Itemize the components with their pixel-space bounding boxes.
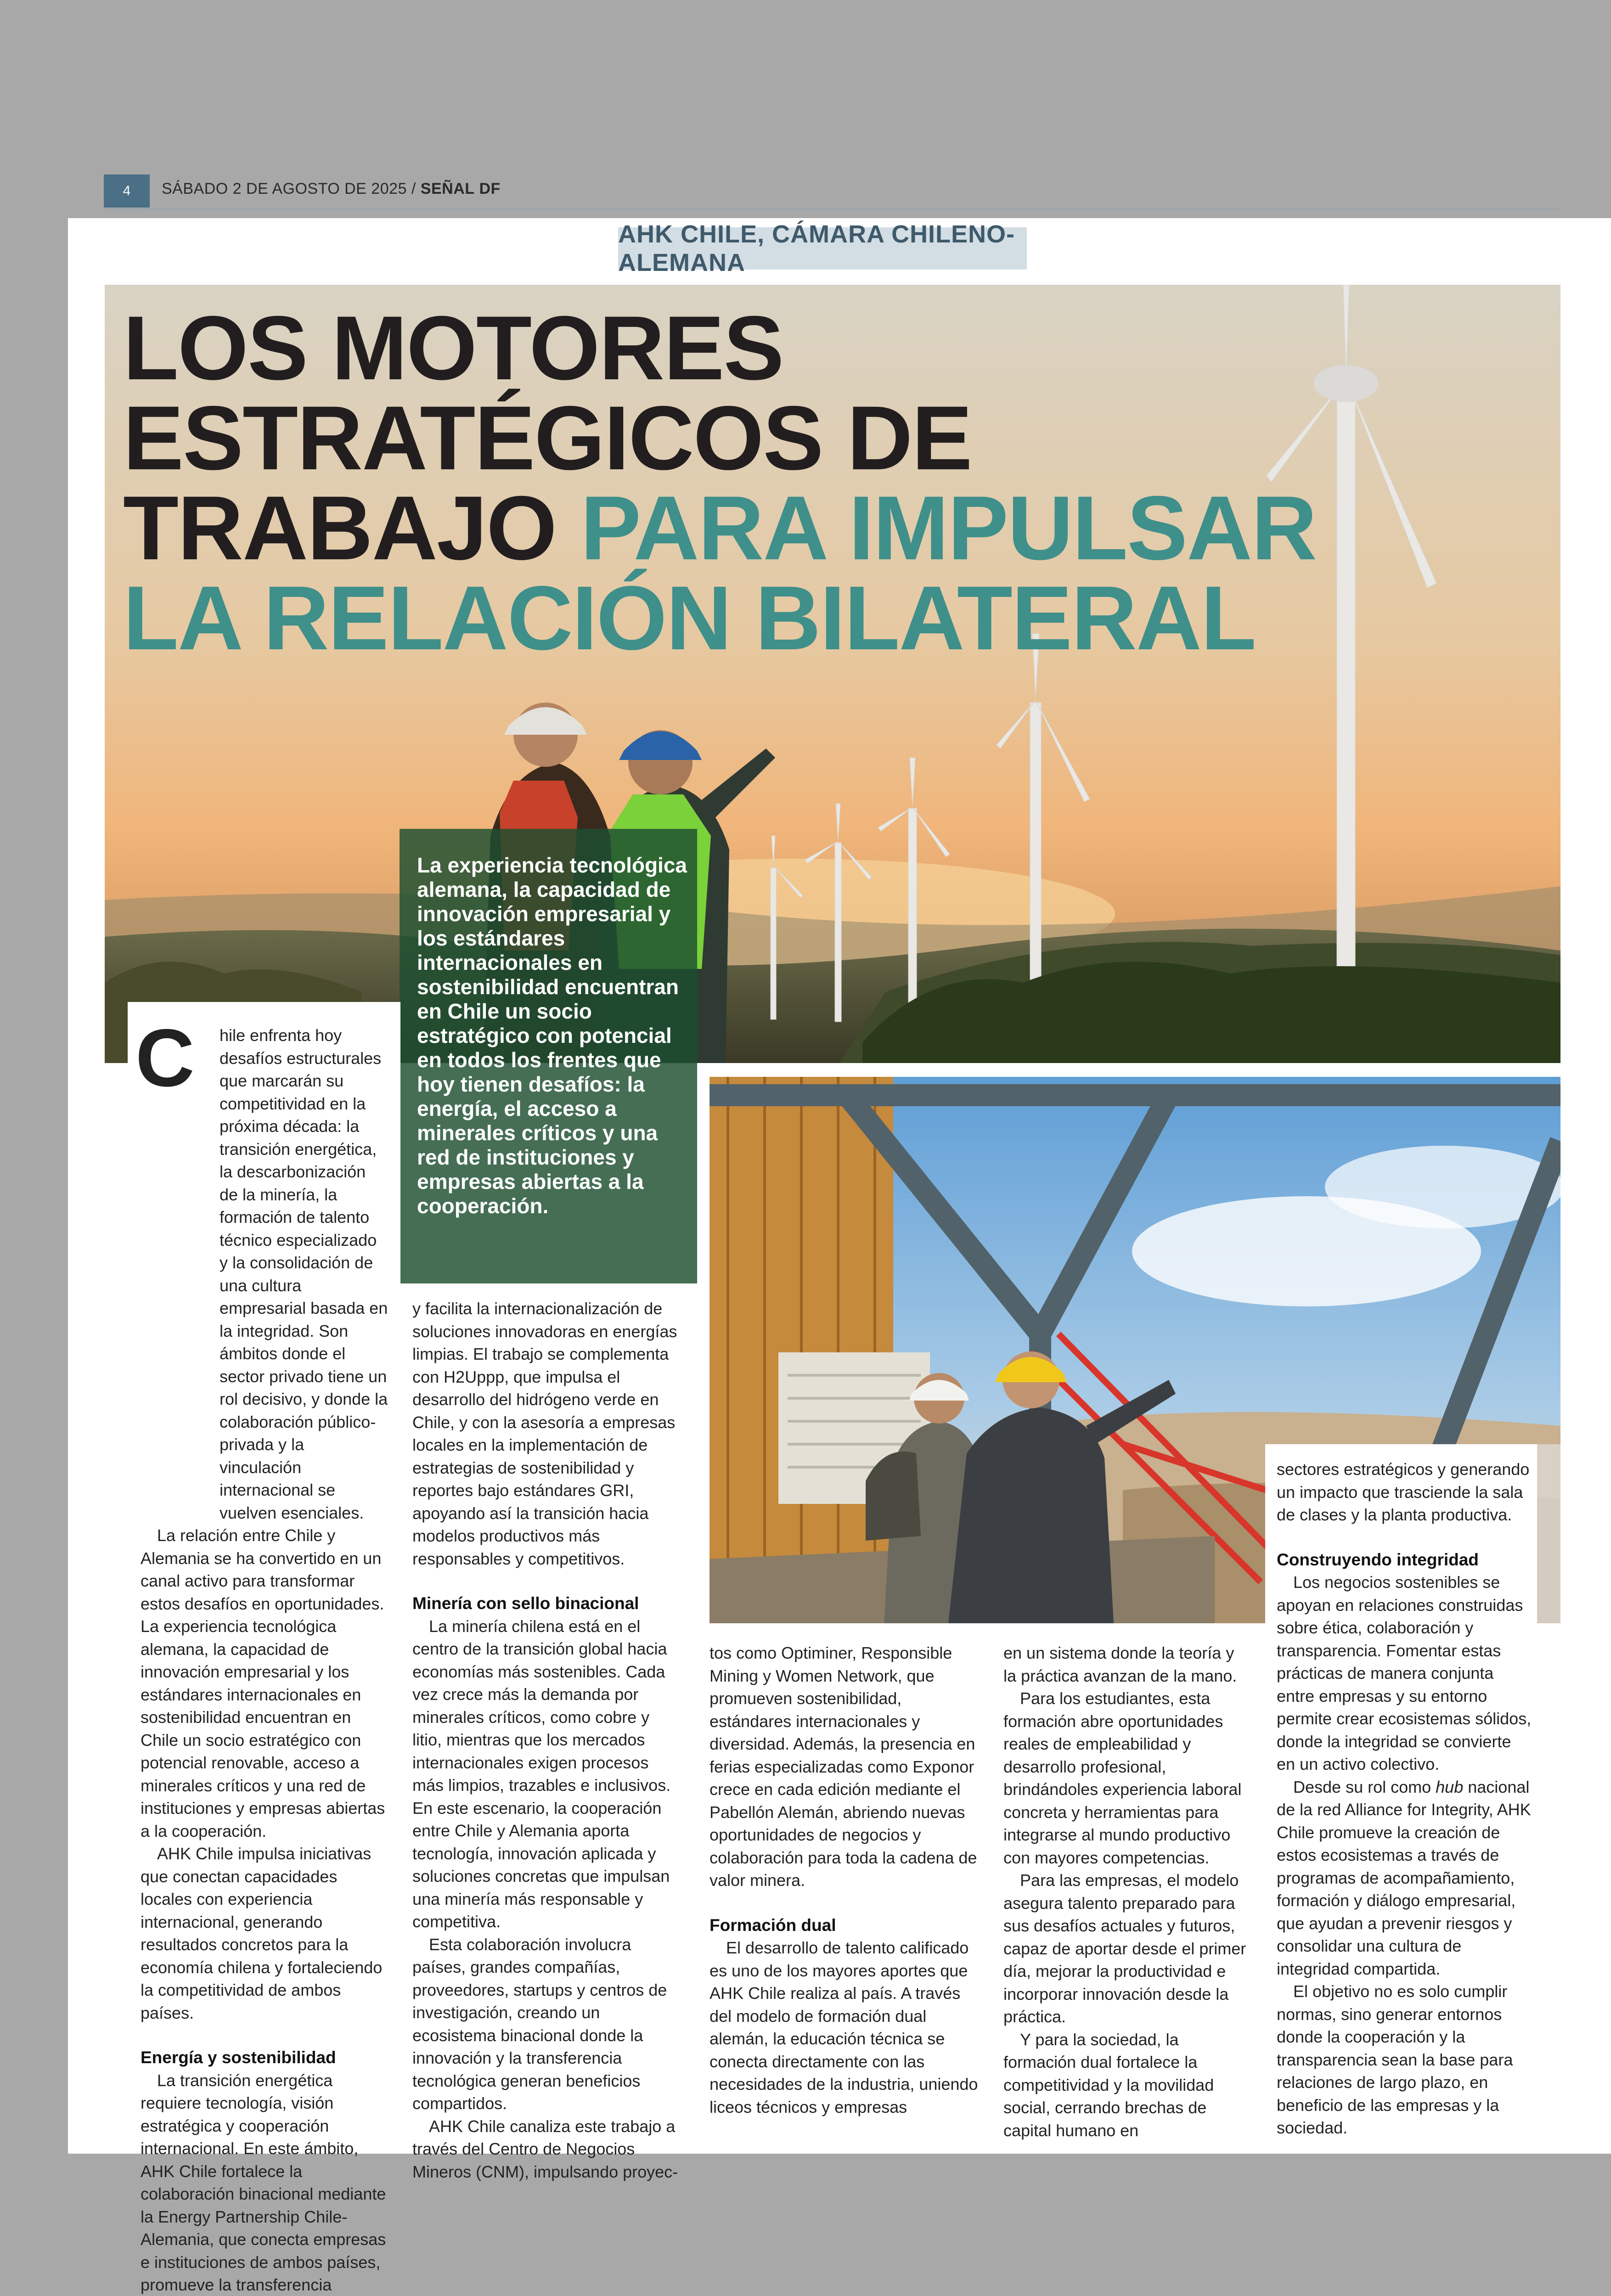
- brand-df: DF: [479, 180, 500, 197]
- headline-line-3: [123, 483, 1363, 573]
- column-1: [141, 1024, 389, 2296]
- paragraph-9: tos como Optiminer, Responsible Mining y Women Network, que promueven sostenibilidad, estándares internacionales y diversidad. Además, la presencia en ferias especializadas como Exponor crece en cada edición mediante el Pabellón Alemán, abriendo nuevas oportunidades de negocios y colaboración para toda la cadena de valor minera.: [710, 1642, 978, 1892]
- paragraph-17-end: nacional de la red Alliance for Integrity, AHK Chile promueve la creación de estos ecosistemas a través de programas de acompañamiento, formación y diálogo empresarial, que ayudan a prevenir riesgos y consolidar una cultura de integridad compartida.: [1277, 1778, 1531, 1978]
- subhead-formacion: Formación dual: [710, 1914, 978, 1937]
- headline-line-1: LOS MOTORES: [123, 303, 1363, 393]
- column-5: [1277, 1458, 1532, 2139]
- column-2: [412, 1297, 683, 2183]
- column-4: [1003, 1642, 1251, 2142]
- drop-cap: C: [135, 1017, 195, 1099]
- subhead-integridad: Construyendo integridad: [1277, 1548, 1532, 1571]
- paragraph-12: Para los estudiantes, esta formación abre oportunidades reales de empleabilidad y desarrollo profesional, brindándoles experiencia laboral concreta y herramientas para integrarse al mundo productivo con mayores competencias.: [1003, 1687, 1251, 1869]
- issue-date: SÁBADO 2 DE AGOSTO DE 2025: [162, 180, 407, 197]
- pull-quote-text: La experiencia tecnológica alemana, la capacidad de innovación empresarial y los estándares internacionales en sostenibilidad encuentran en Chile un socio estratégico con potencial en todos los frentes que hoy tienen desafíos: la energía, el acceso a minerales críticos y una red de instituciones y empresas abiertas a la cooperación.: [417, 853, 688, 1218]
- subhead-mineria: Minería con sello binacional: [412, 1592, 683, 1615]
- paragraph-8: AHK Chile canaliza este trabajo a través del Centro de Negocios Mineros (CNM), impulsando proyec-: [412, 2115, 683, 2183]
- page-number: 4: [104, 174, 150, 208]
- section-kicker: AHK CHILE, CÁMARA CHILENO-ALEMANA: [618, 227, 1027, 270]
- paragraph-10: El desarrollo de talento calificado es uno de los mayores aportes que AHK Chile realiza al país. A través del modelo de formación dual alemán, la educación técnica se conecta directamente con las necesidades de la industria, uniendo liceos técnicos y empresas: [710, 1936, 978, 2118]
- paragraph-17-hub: hub: [1436, 1778, 1463, 1796]
- paragraph-2: La relación entre Chile y Alemania se ha convertido en un canal activo para transformar estos desafíos en oportunidades. La experiencia tecnológica alemana, la capacidad de innovación empresarial y los estándares internacionales en sostenibilidad encuentran en Chile un socio estratégico con potencial renovable, acceso a minerales críticos y una red de instituciones y empresas abiertas a la cooperación.: [141, 1524, 389, 1842]
- paragraph-6: La minería chilena está en el centro de la transición global hacia economías más sostenibles. Cada vez crece más la demanda por minerales críticos, como cobre y litio, mientras que los mercados internacionales exigen procesos más limpios, trazables e inclusivos. En este escenario, la cooperación entre Chile y Alemania aporta tecnología, innovación aplicada y soluciones concretas que impulsan una minería más responsable y competitiva.: [412, 1615, 683, 1933]
- paragraph-14: Y para la sociedad, la formación dual fortalece la competitividad y la movilidad social, cerrando brechas de capital humano en: [1003, 2028, 1251, 2142]
- column-3: [710, 1642, 978, 2118]
- headline-line-3-teal: PARA IMPULSAR: [580, 477, 1316, 579]
- header-rule: [104, 208, 1560, 210]
- subhead-energia: Energía y sostenibilidad: [141, 2046, 389, 2069]
- intro-paragraph: hile enfrenta hoy desafíos estructurales que marcarán su competitividad en la próxima década: la transición energética, la descarbonización de la minería, la formación de talento técnico especializado y la consolidación de una cultura empresarial basada en la integridad. Son ámbitos donde el sector privado tiene un rol decisivo, y donde la colaboración público-privada y la vinculación internacional se vuelven esenciales.: [141, 1024, 389, 1524]
- paragraph-18: El objetivo no es solo cumplir normas, sino generar entornos donde la cooperación y la transparencia sean la base para relaciones de largo plazo, en beneficio de las empresas y la sociedad.: [1277, 1980, 1532, 2139]
- paragraph-11: en un sistema donde la teoría y la práctica avanzan de la mano.: [1003, 1642, 1251, 1687]
- headline-line-2: ESTRATÉGICOS DE: [123, 393, 1363, 483]
- paragraph-17: [1277, 1776, 1532, 1981]
- paragraph-5: y facilita la internacionalización de soluciones innovadoras en energías limpias. El trabajo se complementa con H2Uppp, que impulsa el desarrollo del hidrógeno verde en Chile, y con la asesoría a empresas locales en la implementación de estrategias de sostenibilidad y reportes bajo estándares GRI, apoyando así la transición hacia modelos productivos más responsables y competitivos.: [412, 1297, 683, 1570]
- paragraph-17-start: Desde su rol como: [1293, 1778, 1431, 1796]
- headline-line-4: LA RELACIÓN BILATERAL: [123, 573, 1363, 663]
- paragraph-4: La transición energética requiere tecnología, visión estratégica y cooperación internacional. En este ámbito, AHK Chile fortalece la colaboración binacional mediante la Energy Partnership Chile-Alemania, que conecta empresas e instituciones de ambos países, promueve la transferencia: [141, 2069, 389, 2296]
- headline-line-3-dark: TRABAJO: [123, 477, 556, 579]
- paragraph-13: Para las empresas, el modelo asegura talento preparado para sus desafíos actuales y futuros, capaz de aportar desde el primer día, mejorar la productividad e incorporar innovación desde la práctica.: [1003, 1869, 1251, 2028]
- paragraph-15: sectores estratégicos y generando un impacto que trasciende la sala de clases y la planta productiva.: [1277, 1458, 1532, 1526]
- paragraph-3: AHK Chile impulsa iniciativas que conectan capacidades locales con experiencia internacional, generando resultados concretos para la economía chilena y fortaleciendo la competitividad de ambos países.: [141, 1842, 389, 2024]
- dateline-separator: /: [411, 180, 416, 197]
- brand-senal: SEÑAL: [421, 180, 475, 197]
- dateline: [162, 180, 501, 198]
- paragraph-16: Los negocios sostenibles se apoyan en relaciones construidas sobre ética, colaboración y transparencia. Fomentar estas prácticas de manera conjunta entre empresas y su entorno permite crear ecosistemas sólidos, donde la integridad se convierte en un activo colectivo.: [1277, 1571, 1532, 1776]
- headline: [123, 303, 1363, 663]
- paragraph-7: Esta colaboración involucra países, grandes compañías, proveedores, startups y centros de investigación, creando un ecosistema binacional donde la innovación y la transferencia tecnológica generan beneficios compartidos.: [412, 1933, 683, 2115]
